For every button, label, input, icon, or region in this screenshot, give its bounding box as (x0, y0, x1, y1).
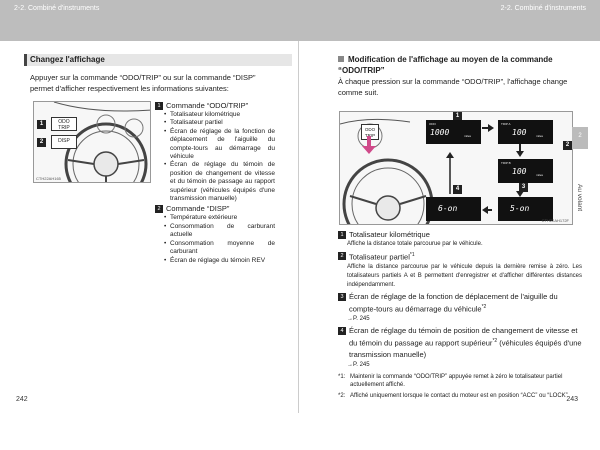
group-tag-1: 1 (155, 102, 163, 110)
group-title: Commande “DISP” (166, 204, 230, 214)
group-tag-2: 2 (155, 205, 163, 213)
item-heading (338, 250, 582, 263)
screen-value: 6-on (438, 204, 458, 213)
item-heading (338, 325, 582, 360)
screen-label: ODO (429, 122, 436, 126)
chapter-tab: 2 (572, 127, 588, 149)
left-intro-text: Appuyer sur la commande “ODO/TRIP” ou sur la commande “DISP” permet d'afficher respectivement les informations suivantes: (30, 73, 256, 93)
screen-value: 5-on (510, 204, 530, 213)
item-title: Écran de réglage du témoin de position de changement de vitesse et du témoin du passage au rapport supérieur (349, 326, 578, 348)
list-item: • Totalisateur kilométrique (164, 111, 275, 119)
item-title-suffix: (véhicules équipés d'une transmission manuelle) (349, 338, 582, 359)
header-right-chapter: 2-2. Combiné d'instruments (500, 5, 586, 12)
item-title: Écran de réglage de la fonction de déplacement de l'aiguille du compte-tours au démarrage du véhicule (349, 291, 558, 313)
list-item: • Écran de réglage du témoin de position de changement de vitesse et du témoin de passage au rapport supérieur (véhicules équipés d'une transmission manuelle) (164, 161, 275, 203)
screen-unit: miles (536, 173, 544, 177)
callout-2: 2 (37, 138, 46, 147)
figure-code-right: CTH22AH172F (541, 218, 569, 223)
item-heading (338, 291, 582, 315)
item-title: Totalisateur partiel (349, 252, 410, 262)
list-item: • Écran de réglage de la fonction de déplacement de l'aiguille du compte-tours au démarrage du véhicule (164, 128, 275, 162)
callout-3: 3 (519, 183, 528, 192)
item-tag: 3 (338, 293, 346, 301)
item-title-wrap (349, 291, 582, 315)
footnote-ref: *2 (492, 338, 498, 344)
switch-info-list (155, 101, 275, 266)
list-item: • Consommation moyenne de carburant (164, 240, 275, 257)
page-number-right: 243 (566, 396, 578, 403)
footnote-ref: *1 (409, 252, 415, 258)
odo-trip-button-label: ODO TRIP (361, 124, 379, 140)
screen-unit: miles (536, 134, 544, 138)
screen-value: 100 (512, 167, 527, 176)
item-title: Totalisateur kilométrique (349, 230, 430, 239)
item-title-wrap (349, 325, 582, 360)
footnote-mark: *2: (338, 392, 346, 399)
right-intro-text: À chaque pression sur la commande “ODO/TRIP”, l'affichage change comme suit. (338, 77, 568, 97)
group-disp-heading (155, 204, 275, 214)
left-section-title: Changez l'affichage (24, 54, 292, 66)
page-reference: →P. 245 (347, 361, 370, 368)
list-item: • Totalisateur partiel (164, 119, 275, 127)
header-left-chapter: 2-2. Combiné d'instruments (14, 5, 100, 12)
trip-b-screen (498, 159, 553, 183)
page-number-left: 242 (16, 396, 28, 403)
group-odo-trip-items (155, 111, 275, 203)
group-odo-trip-heading (155, 101, 275, 111)
screen-value: 100 (512, 128, 527, 137)
item-heading (338, 229, 582, 240)
odometer-screen (426, 120, 481, 144)
right-section-title-text: Modification de l'affichage au moyen de la commande “ODO/TRIP” (338, 55, 553, 75)
group-title: Commande “ODO/TRIP” (166, 101, 249, 110)
chapter-side-label: Au volant (576, 184, 583, 212)
callout-1: 1 (453, 112, 462, 121)
screen-unit: miles (464, 134, 472, 138)
item-body: Affiche la distance parcourue par le véhicule depuis la dernière remise à zéro. Les totalisateurs partiels A et B permettent d'enregistrer et d'afficher différentes distances indépendamment. (347, 263, 582, 288)
trip-a-screen (498, 120, 553, 144)
odo-trip-button-label: ODO TRIP (51, 117, 77, 131)
footnote-ref: *2 (481, 303, 487, 310)
callout-1: 1 (37, 120, 46, 129)
right-section-title (338, 54, 584, 76)
display-cycle-illustration (339, 111, 573, 225)
footnote-text: Affiché uniquement lorsque le contact du moteur est en position “ACC” ou “LOCK” (350, 392, 568, 399)
callout-2: 2 (563, 141, 572, 150)
footnote (338, 392, 582, 400)
page-divider (298, 41, 299, 413)
group-disp-items (155, 214, 275, 264)
figure-code-left: CTH22AH165 (36, 176, 61, 181)
item-body: Affiche la distance totale parcourue par le véhicule. (347, 241, 483, 247)
item-title-wrap (349, 250, 415, 263)
item-tag: 1 (338, 231, 346, 239)
page-reference: →P. 245 (347, 316, 370, 322)
shift-indicator-setting-screen (426, 197, 481, 221)
callout-4: 4 (453, 185, 462, 194)
screen-value: 1000 (430, 128, 450, 137)
screen-label: TRIP A (501, 122, 511, 126)
footnote-text: Maintenir la commande “ODO/TRIP” appuyée remet à zéro le totalisateur partiel actuellement affiché. (350, 373, 563, 388)
list-item: • Température extérieure (164, 214, 275, 222)
steering-wheel-illustration-left (33, 101, 151, 183)
section-square-icon (338, 56, 344, 62)
item-tag: 4 (338, 327, 346, 335)
finger-press-icon (359, 136, 379, 156)
list-item: • Consommation de carburant actuelle (164, 223, 275, 240)
disp-button-label: DISP (51, 135, 77, 149)
item-tag: 2 (338, 252, 346, 260)
footnote (338, 373, 582, 389)
screen-label: TRIP B (501, 161, 511, 165)
list-item: • Écran de réglage du témoin REV (164, 257, 275, 265)
footnote-mark: *1: (338, 373, 346, 380)
display-items-list (338, 228, 582, 400)
